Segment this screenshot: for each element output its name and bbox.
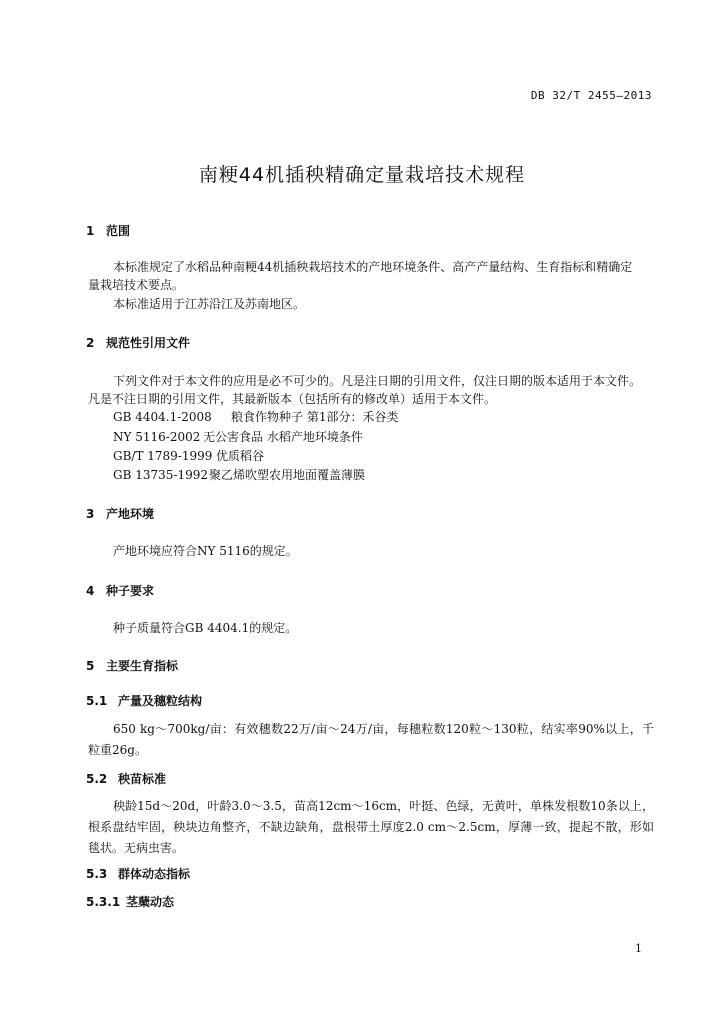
- section-number: 5.3.1: [86, 895, 121, 909]
- section-title: 产量及穗粒结构: [118, 694, 203, 708]
- section-1-heading: [86, 222, 130, 239]
- reference-item: [113, 466, 365, 483]
- reference-code: GB 13735-1992: [113, 468, 208, 482]
- section-title: 秧苗标准: [118, 772, 167, 786]
- section-2-para-1-line-1: 下列文件对于本文件的应用是必不可少的。凡是注日期的引用文件，仅注日期的版本适用于本文件。: [113, 374, 642, 388]
- section-number: 5.3: [86, 867, 108, 881]
- section-5-1-para-1: 650 kg～700kg/亩：有效穗数22万/亩～24万/亩，每穗粒数120粒～130粒，结实率90%以上，千粒重26g。: [88, 722, 654, 757]
- section-1-para-1-line-2: 量栽培技术要点。: [88, 278, 185, 292]
- reference-title: 优质稻谷: [216, 449, 265, 463]
- section-2-heading: [86, 334, 190, 351]
- reference-item: [113, 428, 363, 445]
- section-4-para-1: 种子质量符合GB 4404.1的规定。: [113, 621, 298, 635]
- reference-item: [113, 447, 264, 464]
- section-number: 5: [86, 659, 95, 673]
- section-5-3-1-heading: [86, 893, 174, 910]
- section-number: 1: [86, 224, 95, 238]
- section-5-2-para-1: 秧龄15d～20d，叶龄3.0～3.5，苗高12cm～16cm，叶挺、色绿，无黄叶，单株发根数10条以上，根系盘结牢固，秧块边角整齐，不缺边缺角，盘根带土厚度2.0 cm～2.5cm，厚薄一致，提起不散，形如毯状。无病虫害。: [88, 799, 654, 855]
- document-title: 南粳44机插秧精确定量栽培技术规程: [198, 164, 526, 186]
- section-number: 5.1: [86, 694, 108, 708]
- standard-number: DB 32/T 2455—2013: [530, 89, 652, 102]
- reference-code: GB 4404.1-2008: [113, 410, 212, 424]
- section-4-heading: [86, 582, 154, 599]
- section-number: 2: [86, 336, 95, 350]
- section-title: 规范性引用文件: [106, 336, 191, 350]
- section-number: 3: [86, 507, 95, 521]
- section-number: 4: [86, 584, 95, 598]
- section-5-heading: [86, 657, 178, 674]
- section-3-para-1: 产地环境应符合NY 5116的规定。: [113, 544, 298, 558]
- section-title: 种子要求: [106, 584, 155, 598]
- section-5-1-heading: [86, 692, 202, 709]
- reference-title: 聚乙烯吹塑农用地面覆盖薄膜: [209, 468, 366, 482]
- reference-item: [113, 408, 398, 425]
- section-5-3-heading: [86, 865, 190, 882]
- reference-code: NY 5116-2002: [113, 430, 201, 444]
- section-3-heading: [86, 505, 154, 522]
- section-1-para-2: 本标准适用于江苏沿江及苏南地区。: [113, 297, 306, 311]
- reference-title: 无公害食品 水稻产地环境条件: [203, 430, 363, 444]
- section-title: 产地环境: [106, 507, 155, 521]
- section-title: 茎蘖动态: [126, 895, 175, 909]
- section-number: 5.2: [86, 772, 108, 786]
- section-1-para-1-line-1: 本标准规定了水稻品种南粳44机插秧栽培技术的产地环境条件、高产产量结构、生育指标和精确定: [113, 260, 633, 274]
- section-title: 主要生育指标: [106, 659, 179, 673]
- section-5-2-heading: [86, 770, 166, 787]
- reference-title: 粮食作物种子 第1部分：禾谷类: [231, 410, 399, 424]
- section-title: 范围: [106, 224, 131, 238]
- section-title: 群体动态指标: [118, 867, 191, 881]
- page-number: 1: [635, 942, 642, 955]
- section-2-para-1-line-2: 凡是不注日期的引用文件，其最新版本（包括所有的修改单）适用于本文件。: [88, 392, 497, 406]
- reference-code: GB/T 1789-1999: [113, 449, 213, 463]
